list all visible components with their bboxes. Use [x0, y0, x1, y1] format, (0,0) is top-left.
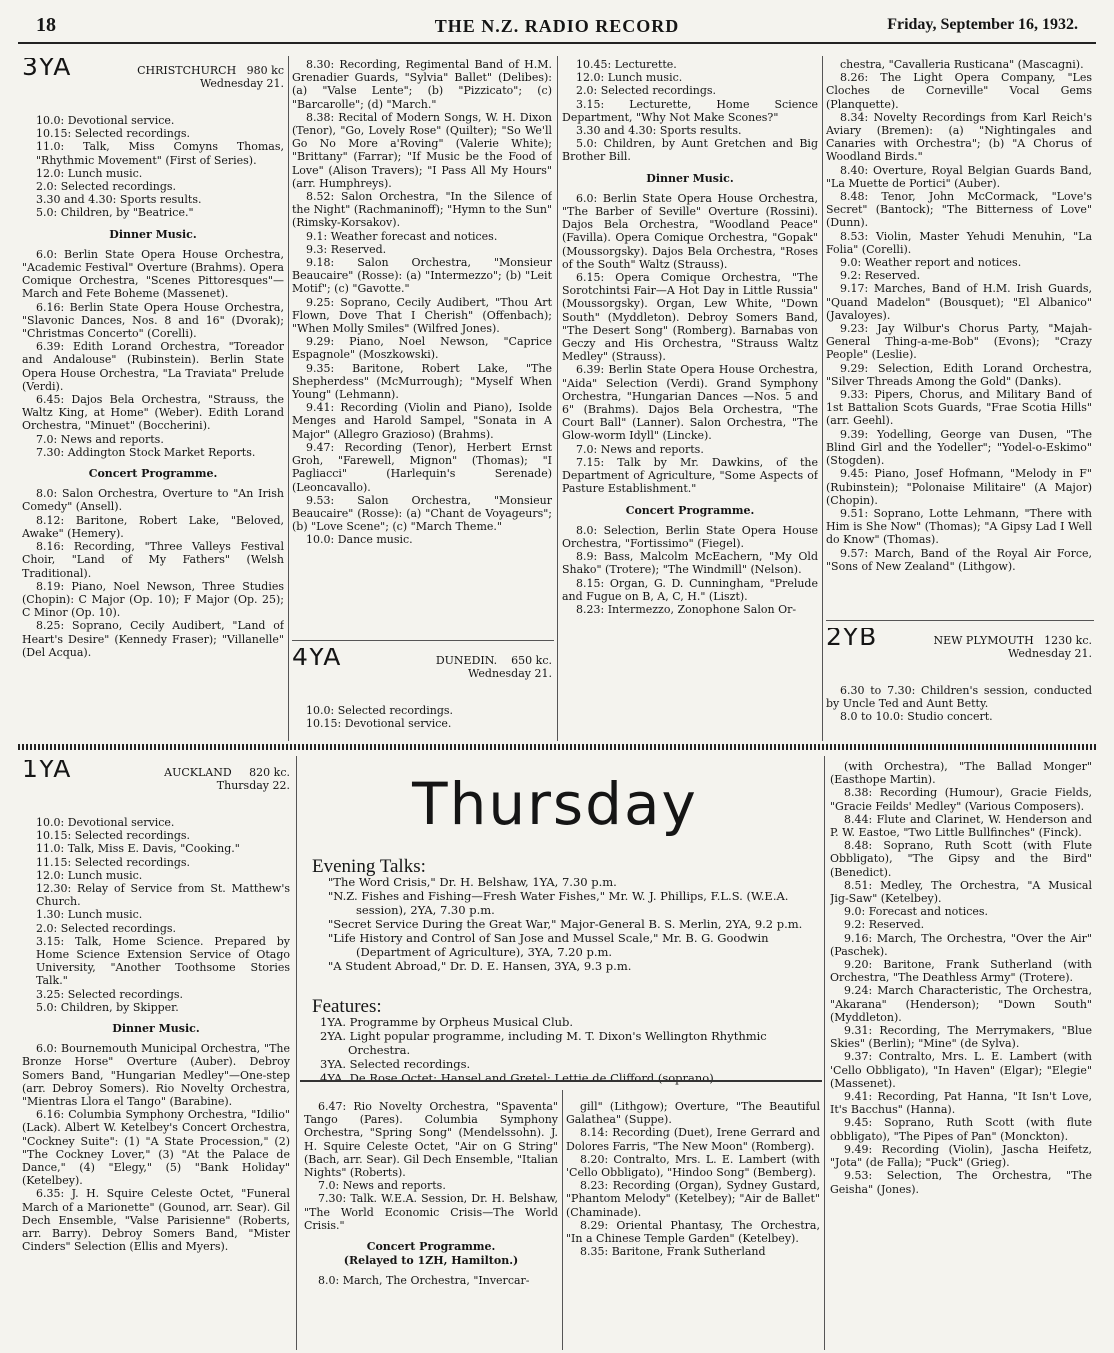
- program-item: 8.14: Recording (Duet), Irene Gerrard and Dolores Farris, "The New Moon" (Romberg).: [566, 1126, 820, 1153]
- program-list: [22, 248, 284, 459]
- program-item: 9.2: Reserved.: [840, 269, 921, 283]
- feature-box-rule: [300, 1080, 822, 1082]
- program-item: 6.0: Berlin State Opera House Orchestra, "Academic Festival" Overture (Brahms). Opera Comique Orchestra, "Scenes Pittoresques"—March and Fete Boheme (Massenet).: [22, 247, 284, 301]
- column-4ya-end: [826, 58, 1092, 618]
- column-3ya: [22, 58, 284, 738]
- issue-date: Friday, September 16, 1932.: [887, 16, 1078, 33]
- program-item: 8.40: Overture, Royal Belgian Guards Band, "La Muette de Portici" (Auber).: [826, 163, 1092, 190]
- program-item: 7.30: Talk. W.E.A. Session, Dr. H. Belshaw, "The World Economic Crisis—The World Crisis.": [304, 1192, 558, 1232]
- section-heading: Dinner Music.: [646, 171, 734, 185]
- station-frequency: 980 kc: [246, 64, 284, 77]
- station-code: 3YA: [22, 58, 72, 81]
- program-item: 8.23: Recording (Organ), Sydney Gustard, "Phantom Melody" (Ketelbey); "Air de Ballet" (Chaminade).: [566, 1179, 820, 1219]
- program-item: 8.25: Soprano, Cecily Audibert, "Land of Heart's Desire" (Kennedy Fraser); "Villanelle" (Del Acqua).: [22, 619, 284, 659]
- station-day: Wednesday 21.: [1007, 647, 1092, 660]
- program-item: 6.47: Rio Novelty Orchestra, "Spaventa" Tango (Pares). Columbia Symphony Orchestra, "Spring Song" (Mendelssohn). J. H. Squire Celeste Octet, "Air on G String" (Bach, arr. Sear). Gil Dech Ensemble, "Italian Nights" (Roberts).: [304, 1100, 558, 1180]
- program-item: 7.15: Talk by Mr. Dawkins, of the Department of Agriculture, "Some Aspects of Pasture Establishment.": [562, 455, 818, 496]
- program-list: [22, 1042, 290, 1253]
- program-item: 8.34: Novelty Recordings from Karl Reich's Aviary (Bremen): (a) "Nightingales and Canaries with Orchestra"; (b) "A Chorus of Woodland Birds.": [826, 110, 1092, 164]
- section-heading: Concert Programme.: [366, 1240, 496, 1254]
- program-item: 9.18: Salon Orchestra, "Monsieur Beaucaire" (Rosse): (a) "Intermezzo"; (b) "Leit Motif"; (c) "Gavotte.": [292, 256, 552, 296]
- program-list: [304, 1100, 558, 1232]
- section-subheading: (Relayed to 1ZH, Hamilton.): [343, 1254, 519, 1268]
- program-item: 1.30: Lunch music.: [36, 908, 143, 922]
- program-item: 9.1: Weather forecast and notices.: [306, 229, 498, 243]
- station-code: 1YA: [22, 760, 72, 783]
- station-header-3ya: [22, 60, 284, 104]
- talk-item: "Life History and Control of San Jose and Mussel Scale," Mr. B. G. Goodwin (Department of Agriculture), 3YA, 7.20 p.m.: [328, 931, 769, 959]
- station-city: NEW PLYMOUTH: [933, 634, 1034, 647]
- program-item: 8.23: Intermezzo, Zonophone Salon Or-: [576, 602, 797, 616]
- program-item: 10.15: Devotional service.: [306, 717, 452, 731]
- talk-item: "N.Z. Fishes and Fishing—Fresh Water Fishes," Mr. W. J. Phillips, F.L.S. (W.E.A. session), 2YA, 7.30 p.m.: [328, 889, 789, 917]
- column-divider: [288, 56, 289, 741]
- program-item: 8.44: Flute and Clarinet, W. Henderson and P. W. Eastoe, "Two Little Bullfinches" (Finck).: [830, 812, 1092, 840]
- program-item: 9.33: Pipers, Chorus, and Military Band of 1st Battalion Scots Guards, "Frae Scotia Hills" (arr. Geehl).: [826, 388, 1092, 428]
- program-list: [22, 816, 290, 1014]
- program-item: 3.25: Selected recordings.: [36, 987, 184, 1001]
- program-item: 7.0: News and reports.: [36, 432, 164, 446]
- program-item: 2.0: Selected recordings.: [576, 84, 717, 98]
- program-item: 10.15: Selected recordings.: [36, 829, 191, 843]
- program-item: 8.35: Baritone, Frank Sutherland: [580, 1245, 766, 1259]
- program-item: 6.30 to 7.30: Children's session, conducted by Uncle Ted and Aunt Betty.: [826, 684, 1092, 711]
- feature-item: 2YA. Light popular programme, including M. T. Dixon's Wellington Rhythmic Orchestra.: [320, 1029, 767, 1057]
- program-item: 9.49: Recording (Violin), Jascha Heifetz, "Jota" (de Falla); "Puck" (Grieg).: [830, 1142, 1092, 1170]
- page-header: [36, 14, 1078, 40]
- program-item: 9.53: Selection, The Orchestra, "The Geisha" (Jones).: [830, 1169, 1092, 1196]
- column-divider: [824, 756, 825, 1350]
- program-item: 10.0: Devotional service.: [36, 816, 175, 829]
- talks-list: [312, 875, 812, 973]
- station-header-1ya: [22, 762, 290, 806]
- program-item: 9.45: Piano, Josef Hofmann, "Melody in F" (Rubinstein); "Polonaise Militaire" (A Major) (Chopin).: [826, 467, 1092, 507]
- program-item: 8.48: Tenor, John McCormack, "Love's Secret" (Bantock); "The Bitterness of Love" (Dunn).: [826, 190, 1092, 230]
- station-frequency: 650 kc.: [511, 654, 552, 667]
- program-item: 8.26: The Light Opera Company, "Les Cloches de Corneville" Vocal Gems (Planquette).: [826, 71, 1092, 111]
- feature-item: 3YA. Selected recordings.: [320, 1057, 471, 1071]
- station-city: CHRISTCHURCH: [137, 64, 237, 77]
- program-item: 10.0: Dance music.: [306, 533, 413, 547]
- section-heading: Dinner Music.: [112, 1022, 200, 1036]
- program-item: 10.0: Devotional service.: [36, 114, 175, 127]
- talks-label: Evening Talks:: [312, 856, 426, 877]
- section-heading: Concert Programme.: [88, 467, 218, 481]
- program-item: 2.0: Selected recordings.: [36, 180, 177, 194]
- station-code: 4YA: [292, 648, 342, 671]
- program-item: (with Orchestra), "The Ballad Monger" (Easthope Martin).: [830, 760, 1092, 787]
- program-item: 8.0: Salon Orchestra, Overture to "An Irish Comedy" (Ansell).: [22, 487, 284, 514]
- program-item: 8.51: Medley, The Orchestra, "A Musical Jig-Saw" (Ketelbey).: [830, 878, 1092, 906]
- program-item: 9.47: Recording (Tenor), Herbert Ernst Groh, "Farewell, Mignon" (Thomas); "I Pagliacci" (Harlequin's Serenade) (Leoncavallo).: [292, 440, 552, 494]
- talk-item: "A Student Abroad," Dr. D. E. Hansen, 3YA, 9.3 p.m.: [328, 959, 632, 973]
- program-item: 9.45: Soprano, Ruth Scott (with flute obbligato), "The Pipes of Pan" (Monckton).: [830, 1116, 1092, 1143]
- program-item: 6.35: J. H. Squire Celeste Octet, "Funeral March of a Marionette" (Gounod, arr. Sear). Gil Dech Ensemble, "Valse Parisienne" (Roberts, arr. Barry). Debroy Somers Band, "Mister Cinders" Selection (Ellis and Myers).: [22, 1187, 290, 1254]
- program-item: 3.15: Talk, Home Science. Prepared by Home Science Extension Service of Otago University, "Another Toothsome Stories Talk.": [36, 934, 290, 988]
- program-item: 6.16: Columbia Symphony Orchestra, "Idilio" (Lack). Albert W. Ketelbey's Concert Orchestra, "Cockney Suite": (1) "A State Procession," (2) "The Cockney Lover," (3) "At the Palace de Dance," (4) "Elegy," (5) "Bank Holiday" (Ketelbey).: [22, 1108, 290, 1188]
- column-1ya-final: [830, 760, 1092, 1350]
- program-item: 12.0: Lunch music.: [36, 868, 143, 882]
- program-item: 9.51: Soprano, Lotte Lehmann, "There with Him is She Now" (Thomas); "A Gipsy Lad I Well do Know" (Thomas).: [826, 506, 1092, 547]
- program-item: 8.12: Baritone, Robert Lake, "Beloved, Awake" (Hemery).: [22, 513, 284, 540]
- program-list: [292, 704, 552, 730]
- program-item: 7.0: News and reports.: [576, 442, 704, 456]
- section-heading: Dinner Music.: [109, 227, 197, 241]
- features: [312, 996, 812, 1085]
- program-item: 6.39: Berlin State Opera House Orchestra, "Aida" Selection (Verdi). Grand Symphony Orchestra, "Hungarian Dances —Nos. 5 and 6" (Brahms). Dajos Bela Orchestra, "The Court Ball" (Lanner). Salon Orchestra, "The Glow-worm Idyll" (Lincke).: [562, 363, 818, 443]
- masthead: THE N.Z. RADIO RECORD: [434, 16, 680, 36]
- program-item: 8.0: March, The Orchestra, "Invercar-: [318, 1274, 530, 1288]
- column-2yb: [826, 628, 1092, 740]
- program-item: 12.0: Lunch music.: [576, 71, 683, 85]
- program-item: 8.52: Salon Orchestra, "In the Silence of the Night" (Rachmaninoff); "Hymn to the Sun" (Rimsky-Korsakov).: [292, 190, 552, 230]
- program-item: 10.15: Selected recordings.: [36, 127, 191, 141]
- column-divider: [562, 1090, 563, 1350]
- evening-talks: [312, 856, 812, 973]
- station-divider: [292, 640, 554, 641]
- program-item: 9.29: Piano, Noel Newson, "Caprice Espagnole" (Moszkowski).: [292, 335, 552, 362]
- program-item: 6.0: Berlin State Opera House Orchestra, "The Barber of Seville" Overture (Rossini). Dajos Bela Orchestra, "Woodland Peace" (Favilla). Opera Comique Orchestra, "Gopak" (Moussorgsky). Dajos Bela Orchestra, "Roses of the South" Waltz (Strauss).: [562, 191, 818, 271]
- program-item: 9.41: Recording (Violin and Piano), Isolde Menges and Harold Sampel, "Sonata in A Major" (Allegro Grazioso) (Brahms).: [292, 401, 552, 441]
- station-header-2yb: [826, 630, 1092, 674]
- program-item: 9.20: Baritone, Frank Sutherland (with Orchestra, "The Deathless Army" (Trotere).: [830, 958, 1092, 985]
- program-list: [562, 524, 818, 616]
- station-city: DUNEDIN.: [435, 654, 498, 667]
- station-city: AUCKLAND: [164, 766, 232, 779]
- features-label: Features:: [312, 996, 382, 1017]
- station-day: Wednesday 21.: [467, 667, 552, 680]
- program-item: 8.0 to 10.0: Studio concert.: [840, 710, 993, 724]
- program-item: 9.16: March, The Orchestra, "Over the Air" (Paschek).: [830, 931, 1092, 958]
- program-item: 8.9: Bass, Malcolm McEachern, "My Old Shako" (Trotere); "The Windmill" (Nelson).: [562, 550, 818, 577]
- program-list: [22, 114, 284, 220]
- program-item: 9.25: Soprano, Cecily Audibert, "Thou Art Flown, Dove That I Cherish" (Offenbach); "When Molly Smiles" (Wilfred Jones).: [292, 295, 552, 336]
- program-list: [566, 1100, 820, 1258]
- program-item: 8.0: Selection, Berlin State Opera House Orchestra, "Fortissimo" (Fiegel).: [562, 523, 818, 550]
- program-item: 10.45: Lecturette.: [576, 58, 677, 71]
- program-list: [22, 487, 284, 659]
- station-code: 2YB: [826, 628, 878, 651]
- program-item: 2.0: Selected recordings.: [36, 921, 177, 935]
- station-frequency: 820 kc.: [249, 766, 290, 779]
- program-item: 3.30 and 4.30: Sports results.: [36, 193, 202, 207]
- program-list: [292, 58, 552, 547]
- program-item: 8.30: Recording, Regimental Band of H.M. Grenadier Guards, "Sylvia" Ballet" (Delibes): (a) "Valse Lente"; (b) "Pizzicato"; (c) "Barcarolle"; (d) "March.": [292, 58, 552, 111]
- program-item: 6.15: Opera Comique Orchestra, "The Sorotchintsi Fair—A Hot Day in Little Russia" (Moussorgsky). Organ, Lew White, "Down South" (Myddleton). Debroy Somers Band, "The Desert Song" (Romberg). Barnabas von Geczy and His Orchestra, "Strauss Waltz Medley" (Strauss).: [562, 271, 818, 364]
- feature-item: 4YA. De Rose Octet: Hansel and Gretel: Lettie de Clifford (soprano).: [320, 1071, 718, 1085]
- station-day: Thursday 22.: [216, 779, 290, 792]
- talk-item: "The Word Crisis," Dr. H. Belshaw, 1YA, 7.30 p.m.: [328, 875, 617, 889]
- program-list: [562, 58, 818, 164]
- program-item: 8.20: Contralto, Mrs. L. E. Lambert (with 'Cello Obbligato), "Hindoo Song" (Bemberg).: [566, 1152, 820, 1180]
- program-item: gill" (Lithgow); Overture, "The Beautiful Galathea" (Suppe).: [566, 1100, 820, 1127]
- program-item: 12.30: Relay of Service from St. Matthew's Church.: [36, 882, 290, 909]
- program-item: 9.37: Contralto, Mrs. L. E. Lambert (with 'Cello Obbligato), "In Haven" (Elgar); "Elegie" (Massenet).: [830, 1050, 1092, 1090]
- program-item: 10.0: Selected recordings.: [306, 704, 454, 717]
- program-item: 9.41: Recording, Pat Hanna, "It Isn't Love, It's Bacchus" (Hanna).: [830, 1090, 1092, 1117]
- talk-item: "Secret Service During the Great War," Major-General B. S. Merlin, 2YA, 9.2 p.m.: [328, 917, 803, 931]
- section-heading: Concert Programme.: [625, 503, 755, 517]
- program-item: 3.30 and 4.30: Sports results.: [576, 124, 742, 138]
- program-item: 9.24: March Characteristic, The Orchestra, "Akarana" (Henderson); "Down South" (Myddleton).: [830, 984, 1092, 1024]
- program-item: 8.38: Recital of Modern Songs, W. H. Dixon (Tenor), "Go, Lovely Rose" (Quilter); "So We'll Go No More a'Roving" (Valerie White); "Brittany" (Farrar); "If Music be the Food of Love" (Alison Travers); "I Pass All My Hours" (arr. Humphreys).: [292, 110, 552, 190]
- program-item: 9.17: Marches, Band of H.M. Irish Guards, "Quand Madelon" (Bousquet); "El Albanico" (Javaloyes).: [826, 282, 1092, 322]
- program-item: 3.15: Lecturette, Home Science Department, "Why Not Make Scones?": [562, 97, 818, 124]
- program-item: 5.0: Children, by "Beatrice.": [36, 206, 194, 220]
- column-1ya: [22, 760, 290, 1350]
- program-item: 8.19: Piano, Noel Newson, Three Studies (Chopin): C Major (Op. 10); F Major (Op. 25); C Minor (Op. 10).: [22, 579, 284, 620]
- column-divider: [296, 756, 297, 1350]
- program-item: 9.3: Reserved.: [306, 242, 387, 256]
- program-item: 9.39: Yodelling, George van Dusen, "The Blind Girl and the Yodeller"; "Yodel-o-Eskimo" (Stogden).: [826, 427, 1092, 468]
- program-list: [304, 1274, 558, 1287]
- program-item: 8.53: Violin, Master Yehudi Menuhin, "La Folia" (Corelli).: [826, 229, 1092, 256]
- column-1ya-continued: [304, 1100, 558, 1350]
- station-divider: [826, 620, 1094, 621]
- program-item: 5.0: Children, by Skipper.: [36, 1000, 179, 1014]
- program-item: 8.29: Oriental Phantasy, The Orchestra, "In a Chinese Temple Garden" (Ketelbey).: [566, 1218, 820, 1246]
- program-item: 9.0: Weather report and notices.: [840, 256, 1022, 270]
- program-item: 8.15: Organ, G. D. Cunningham, "Prelude and Fugue on B, A, C, H." (Liszt).: [562, 576, 818, 603]
- program-item: 12.0: Lunch music.: [36, 166, 143, 180]
- program-item: 11.0: Talk, Miss Comyns Thomas, "Rhythmic Movement" (First of Series).: [36, 140, 284, 167]
- program-item: 6.39: Edith Lorand Orchestra, "Toreador and Andalouse" (Rubinstein). Berlin State Opera House Orchestra, "La Traviata" Prelude (Verdi).: [22, 340, 284, 393]
- program-item: 7.30: Addington Stock Market Reports.: [36, 445, 256, 459]
- program-item: 6.45: Dajos Bela Orchestra, "Strauss, the Waltz King, at Home" (Weber). Edith Lorand Orchestra, "Minuet" (Boccherini).: [22, 393, 284, 433]
- program-item: 7.0: News and reports.: [318, 1179, 446, 1193]
- column-3ya-continued: [292, 58, 552, 640]
- program-item: 5.0: Children, by Aunt Gretchen and Big Brother Bill.: [562, 137, 818, 164]
- program-item: 6.16: Berlin State Opera House Orchestra, "Slavonic Dances, Nos. 8 and 16" (Dvorak); "Christmas Concerto" (Corelli).: [22, 300, 284, 341]
- program-item: 9.23: Jay Wilbur's Chorus Party, "Majah-General Thing-a-me-Bob" (Evons); "Crazy People" (Leslie).: [826, 322, 1092, 362]
- station-header-4ya: [292, 650, 552, 694]
- features-list: [312, 1015, 812, 1085]
- program-item: chestra, "Cavalleria Rusticana" (Mascagni).: [840, 58, 1084, 71]
- program-list: [826, 58, 1092, 573]
- program-item: 8.16: Recording, "Three Valleys Festival Choir, "Land of My Fathers" (Welsh Traditional).: [22, 540, 284, 580]
- program-item: 9.35: Baritone, Robert Lake, "The Shepherdess" (McMurrough); "Myself When Young" (Lehmann).: [292, 361, 552, 402]
- program-item: 9.0: Forecast and notices.: [844, 905, 989, 919]
- program-item: 9.29: Selection, Edith Lorand Orchestra, "Silver Threads Among the Gold" (Danks).: [826, 361, 1092, 388]
- page-number: 18: [36, 14, 56, 36]
- station-day: Wednesday 21.: [199, 77, 284, 90]
- program-item: 11.0: Talk, Miss E. Davis, "Cooking.": [36, 842, 240, 856]
- ornamental-rule: [18, 744, 1096, 750]
- program-item: 11.15: Selected recordings.: [36, 855, 191, 869]
- program-item: 9.53: Salon Orchestra, "Monsieur Beaucaire" (Rosse): (a) "Chant de Voyageurs"; (b) "Love Scene"; (c) "March Theme.": [292, 493, 552, 534]
- program-item: 9.57: March, Band of the Royal Air Force, "Sons of New Zealand" (Lithgow).: [826, 546, 1092, 573]
- program-item: 8.48: Soprano, Ruth Scott (with Flute Obbligato), "The Gipsy and the Bird" (Benedict).: [830, 839, 1092, 879]
- program-item: 6.0: Bournemouth Municipal Orchestra, "The Bronze Horse" Overture (Auber). Debroy Somers Band, "Hungarian Medley"—One-step (arr. Debroy Somers). Rio Novelty Orchestra, "Mientras Llora el Tango" (Barabine).: [22, 1042, 290, 1109]
- column-divider: [822, 56, 823, 741]
- column-4ya-continued: [562, 58, 818, 740]
- program-list: [826, 684, 1092, 724]
- program-list: [562, 192, 818, 496]
- program-item: 8.38: Recording (Humour), Gracie Fields, "Gracie Feilds' Medley" (Various Composers).: [830, 786, 1092, 813]
- column-1ya-end: [566, 1100, 820, 1350]
- day-heading: Thursday: [412, 770, 698, 838]
- program-list: [830, 760, 1092, 1196]
- header-rule: [18, 42, 1096, 44]
- program-item: 9.2: Reserved.: [844, 918, 925, 932]
- feature-item: 1YA. Programme by Orpheus Musical Club.: [320, 1015, 574, 1029]
- program-item: 9.31: Recording, The Merrymakers, "Blue Skies" (Berlin); "Mine" (de Sylva).: [830, 1024, 1092, 1051]
- column-divider: [557, 56, 558, 741]
- column-4ya: [292, 648, 552, 740]
- station-frequency: 1230 kc.: [1044, 634, 1092, 647]
